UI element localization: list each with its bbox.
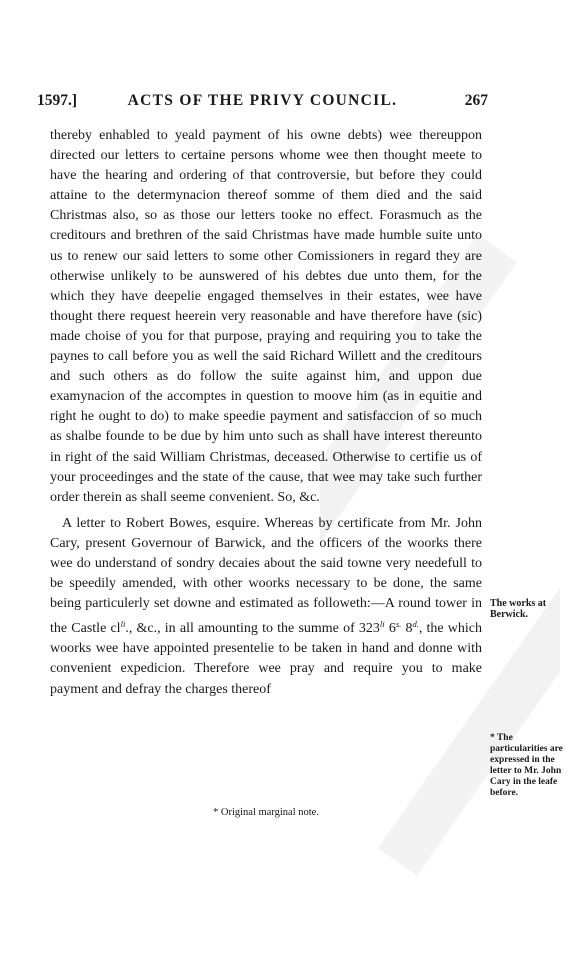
body-text: [50, 126, 482, 700]
superscript: s.: [395, 619, 402, 630]
text-segment: ., &c., in all amounting to the summe of 323: [125, 621, 380, 637]
text-segment: , the which woorks wee have appointed presentelie to be taken in hand and donne with convenient expedicion. Therefore wee pray and require you to make payment and defray the charges thereof: [50, 621, 483, 697]
page-number: 267: [464, 92, 488, 109]
running-head: [37, 92, 488, 114]
running-head-title: ACTS OF THE PRIVY COUNCIL.: [127, 92, 398, 109]
superscript: li: [120, 619, 126, 630]
footnote: * Original marginal note.: [213, 807, 319, 818]
marginal-note-particularities: * The particularities are expressed in the letter to Mr. John Cary in the leafe before.: [490, 733, 563, 798]
paragraph-letter-robert-bowes: [50, 514, 482, 700]
superscript: d.: [412, 619, 419, 630]
text-segment: 8: [401, 621, 413, 637]
superscript: li: [379, 619, 385, 630]
paragraph-continuation: thereby enhabled to yeald payment of his owne debts) wee thereuppon directed our letters to certaine persons whome wee then thought meete to have the hearing and ordering of that controversie, but before they could attaine to the determynacion thereof somme of them died and the said Christmas also, so as those our letters tooke no effect. Forasmuch as the creditours and brethren of the said Christmas have made humble suite unto us to renew our said letters to some other Comissioners in regard they are otherwise unlikely to be aunswered of his debtes due unto them, for the which they have deepelie engaged themselves in their estates, wee have thought there request heerein very reasonable and have therefore have (sic) made choise of you for that purpose, praying and requiring you to take the paynes to call before you as well the said Richard Willett and the creditours and such others as do follow the suite against him, and uppon due examynacion of the accomptes in question to moove him (as in equitie and right he ought to do) to make speedie payment and satisfaccion of so much as shalbe founde to be due by him unto such as shall have interest thereunto in right of the said William Christmas, deceased. Otherwise to certifie us of your proceedinges and the state of the cause, that wee may take such further order therein as shall seeme convenient. So, &c.: [50, 128, 482, 505]
marginal-note-works: The works at Berwick.: [490, 598, 547, 620]
text-segment: A letter to Robert Bowes, esquire. Whereas by certificate from Mr. John Cary, present Governour of Barwick, and the officers of the woorks there wee do understand of sondry decaies about the said towne very needefull to be speedily amended, with other woorks necessary to be done, the same being particulerly set downe and estimated as followeth:—A round tower in the Castle cl: [50, 515, 482, 637]
text-segment: 6: [384, 621, 396, 637]
running-head-year: 1597.]: [37, 92, 78, 109]
